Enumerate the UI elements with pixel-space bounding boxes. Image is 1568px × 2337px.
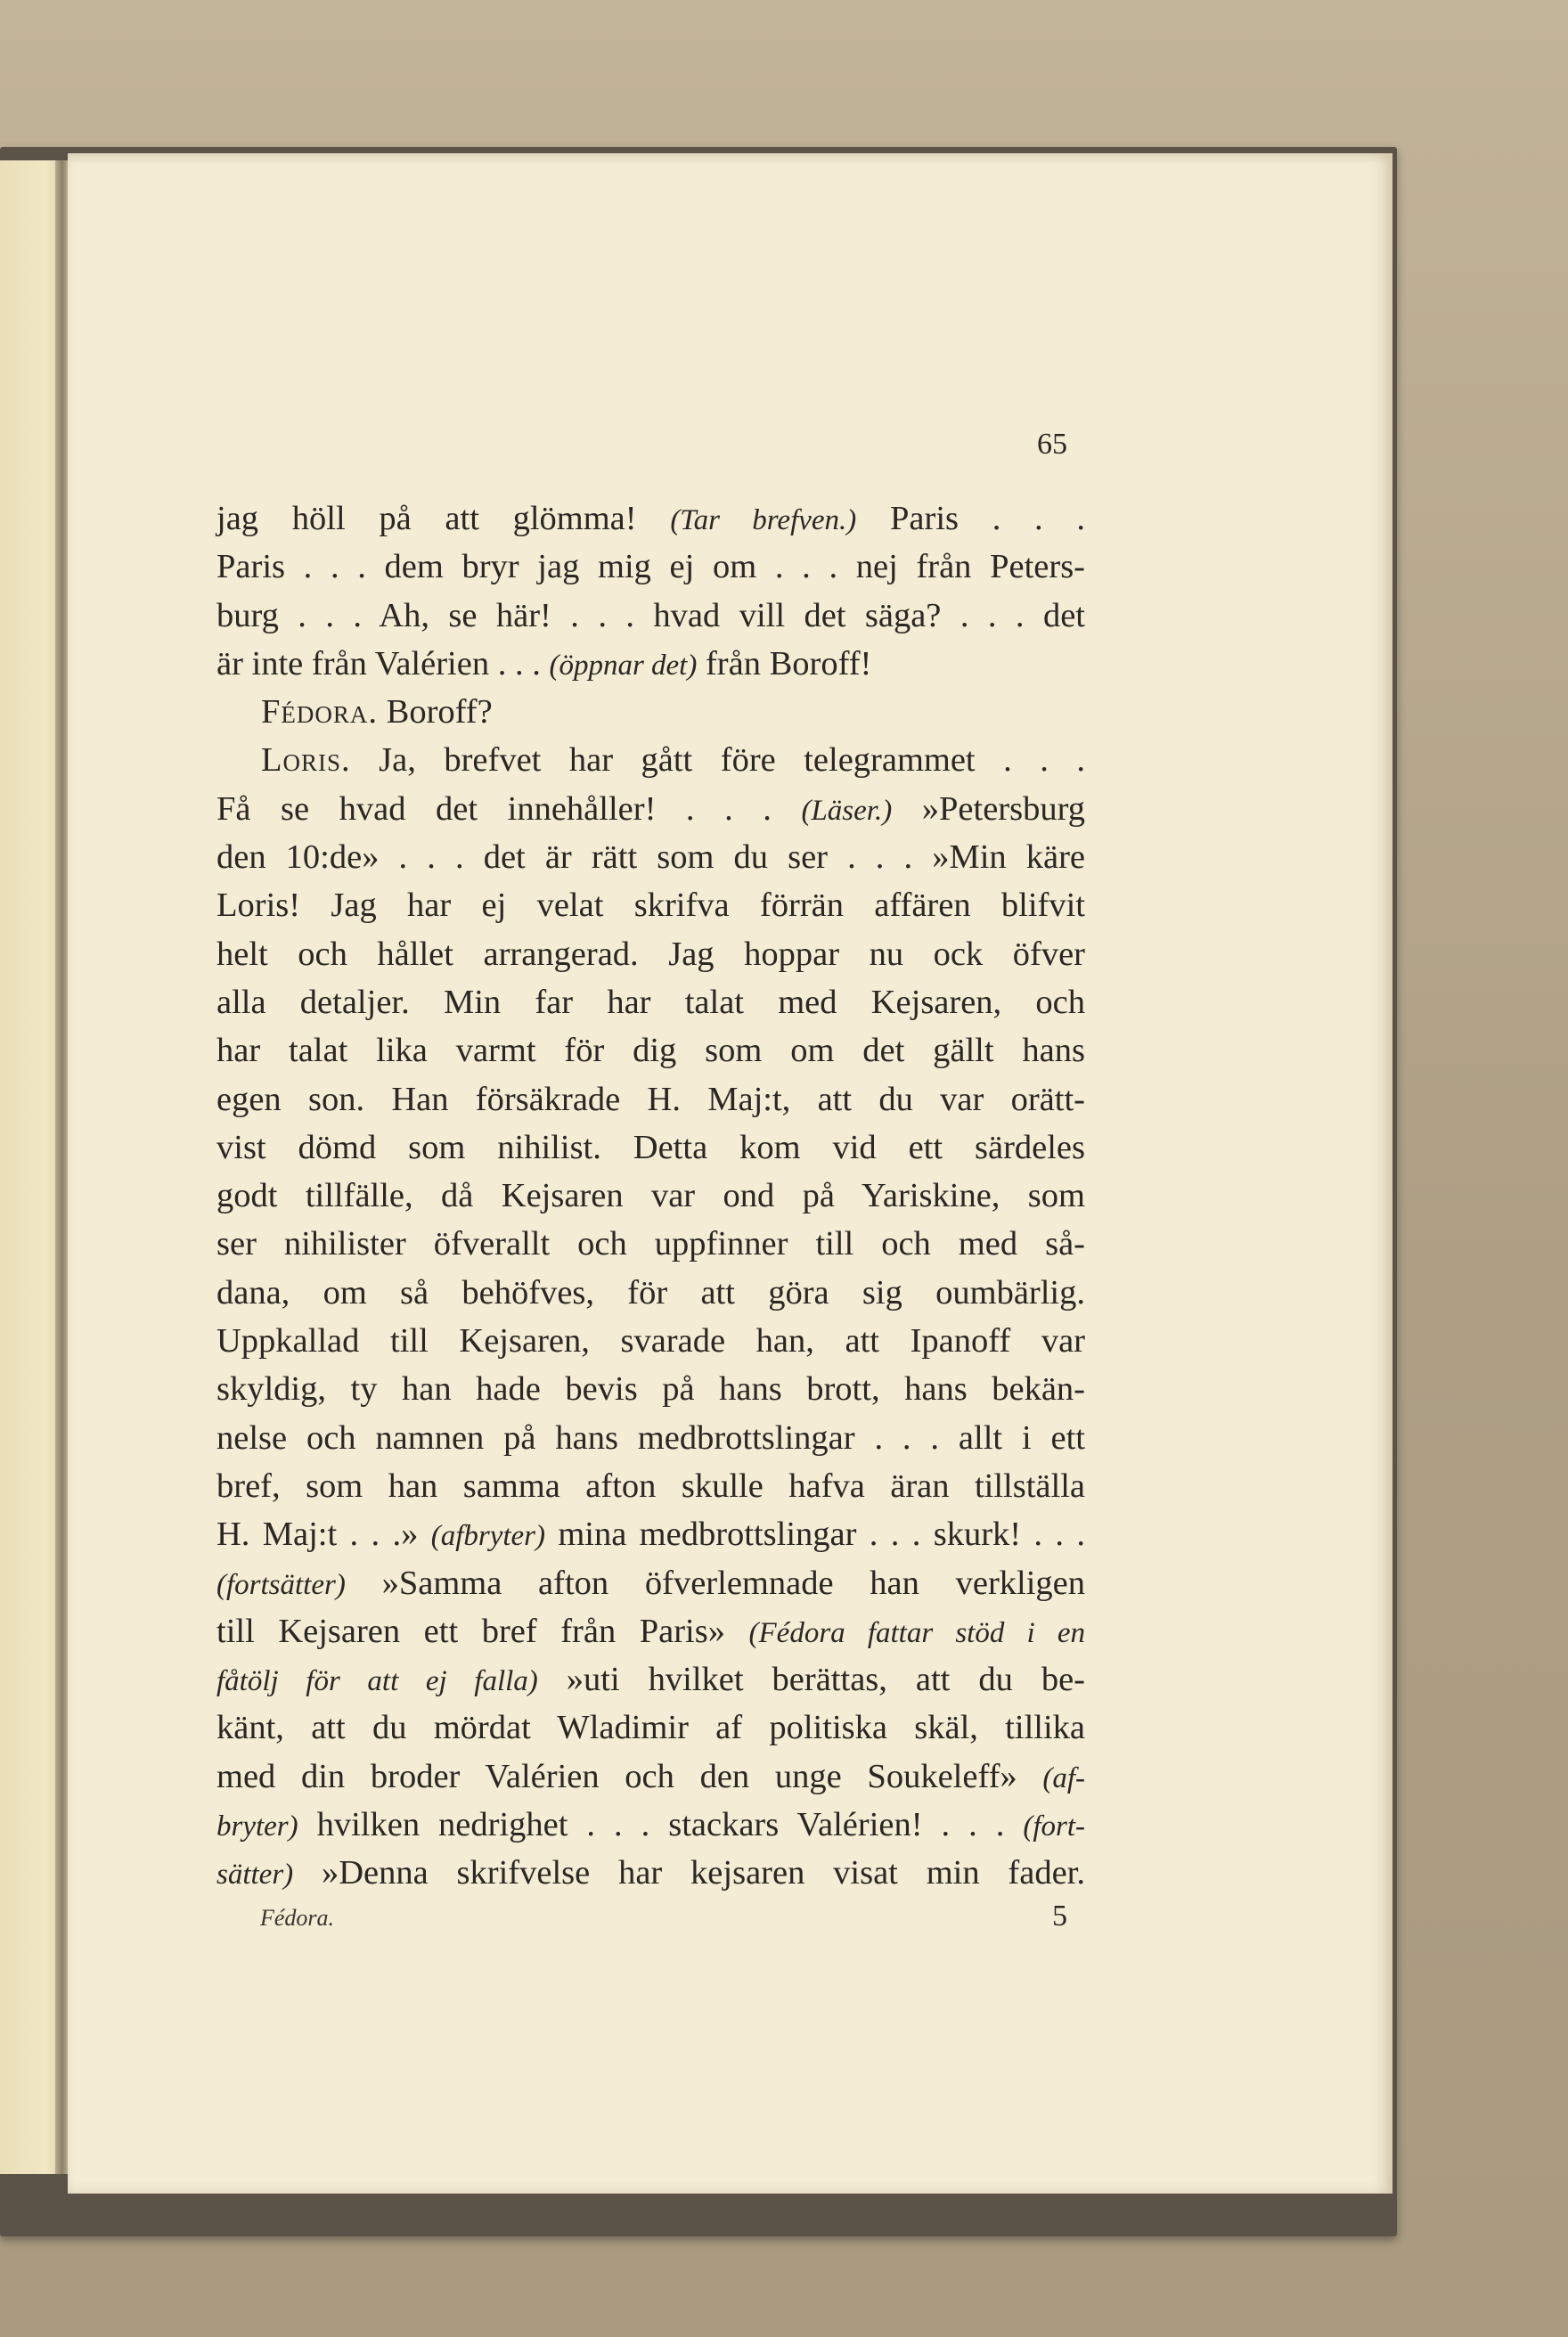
speaker-name: Fédora. — [261, 693, 379, 731]
text-span: skyldig, ty han hade bevis på hans brott, hans bekän- — [216, 1370, 1085, 1409]
text-span: den 10:de» . . . det är rätt som du ser . . . »Min käre — [216, 838, 1085, 877]
text-span: känt, att du mördat Wladimir af politiska skäl, tillika — [216, 1709, 1085, 1747]
text-span: Boroff? — [378, 693, 493, 731]
text-line — [216, 833, 1085, 881]
text-span: Uppkallad till Kejsaren, svarade han, att Ipanoff var — [216, 1322, 1085, 1361]
page-number: 65 — [1037, 428, 1067, 461]
text-line — [216, 1414, 1085, 1462]
text-line — [216, 592, 1085, 640]
text-span: har talat lika varmt för dig som om det gällt hans — [216, 1032, 1085, 1070]
text-line — [216, 1849, 1085, 1897]
stage-direction: (af- — [1042, 1761, 1085, 1794]
text-line — [216, 785, 1085, 833]
text-line — [216, 1172, 1085, 1220]
text-line — [216, 930, 1085, 978]
text-line — [216, 688, 1085, 736]
text-span: »Denna skrifvelse har kejsaren visat min fader. — [293, 1854, 1085, 1892]
text-line — [216, 1317, 1085, 1365]
text-line — [216, 1655, 1085, 1704]
text-span: egen son. Han försäkrade H. Maj:t, att du var orätt- — [216, 1080, 1085, 1118]
text-span: jag höll på att glömma! — [216, 500, 671, 537]
text-span: med din broder Valérien och den unge Soukeleff» — [216, 1757, 1043, 1795]
text-span: är inte från Valérien . . . — [216, 644, 550, 682]
text-span: godt tillfälle, då Kejsaren var ond på Yariskine, som — [216, 1177, 1085, 1215]
speaker-name: Loris. — [261, 741, 351, 780]
text-span: »Petersburg — [892, 789, 1085, 828]
text-span: vist dömd som nihilist. Detta kom vid ett särdeles — [216, 1128, 1085, 1166]
text-line — [216, 881, 1085, 929]
text-span: Paris . . . — [856, 500, 1086, 537]
page-text — [216, 494, 1085, 1898]
text-line — [216, 978, 1085, 1026]
text-span: dana, om så behöfves, för att göra sig oumbärlig. — [216, 1273, 1085, 1311]
text-line — [216, 1269, 1085, 1317]
text-span: »Samma afton öfverlemnade han verkligen — [345, 1564, 1085, 1602]
text-span: till Kejsaren ett bref från Paris» — [216, 1612, 749, 1650]
stage-direction: (Fédora fattar stöd i en — [748, 1616, 1085, 1649]
stage-direction: (fort- — [1023, 1810, 1085, 1843]
stage-direction: bryter) — [216, 1810, 298, 1843]
text-line — [216, 1559, 1085, 1607]
stage-direction: sätter) — [216, 1859, 294, 1892]
text-span: Paris . . . dem bryr jag mig ej om . . . nej från Peters- — [216, 548, 1085, 586]
text-line — [216, 736, 1085, 784]
stage-direction: (Läser.) — [801, 794, 893, 827]
text-line — [216, 1220, 1085, 1268]
stage-direction: (afbryter) — [430, 1520, 545, 1553]
text-span: H. Maj:t . . .» — [216, 1516, 431, 1554]
text-line — [216, 640, 1085, 688]
text-line — [216, 494, 1085, 543]
text-line — [216, 1124, 1085, 1172]
text-line — [216, 1801, 1085, 1849]
text-line — [216, 1365, 1085, 1413]
text-span: alla detaljer. Min far har talat med Kejsaren, och — [216, 983, 1085, 1021]
text-line — [216, 1075, 1085, 1124]
text-span: Loris! Jag har ej velat skrifva förrän affären blifvit — [216, 887, 1085, 925]
text-line — [216, 543, 1085, 591]
text-span: »uti hvilket berättas, att du be- — [537, 1661, 1085, 1699]
text-line — [216, 1704, 1085, 1752]
text-line — [216, 1462, 1085, 1510]
text-span: burg . . . Ah, se här! . . . hvad vill det säga? . . . det — [216, 596, 1085, 634]
text-line — [216, 1510, 1085, 1558]
text-span: hvilken nedrighet . . . stackars Valérien! . . . — [298, 1806, 1024, 1844]
text-span: Ja, brefvet har gått före telegrammet . . . — [350, 741, 1085, 780]
text-line — [216, 1026, 1085, 1075]
text-line — [216, 1753, 1085, 1801]
stage-direction: (Tar brefven.) — [670, 504, 857, 536]
stage-direction: fåtölj för att ej falla) — [216, 1665, 538, 1698]
text-span: Få se hvad det innehåller! . . . — [216, 789, 802, 828]
stage-direction: (fortsätter) — [216, 1568, 346, 1601]
signature-mark: Fédora. — [260, 1905, 335, 1931]
text-span: helt och hållet arrangerad. Jag hoppar nu ock öfver — [216, 935, 1085, 973]
signature-number: 5 — [1052, 1900, 1067, 1933]
text-span: mina medbrottslingar . . . skurk! . . . — [545, 1516, 1086, 1554]
text-span: ser nihilister öfverallt och uppfinner till och med så- — [216, 1225, 1085, 1263]
stage-direction: (öppnar det) — [549, 649, 698, 682]
text-line — [216, 1607, 1085, 1655]
text-span: nelse och namnen på hans medbrottslingar . . . allt i ett — [216, 1418, 1085, 1457]
text-span: från Boroff! — [697, 644, 872, 682]
text-span: bref, som han samma afton skulle hafva äran tillställa — [216, 1467, 1085, 1505]
